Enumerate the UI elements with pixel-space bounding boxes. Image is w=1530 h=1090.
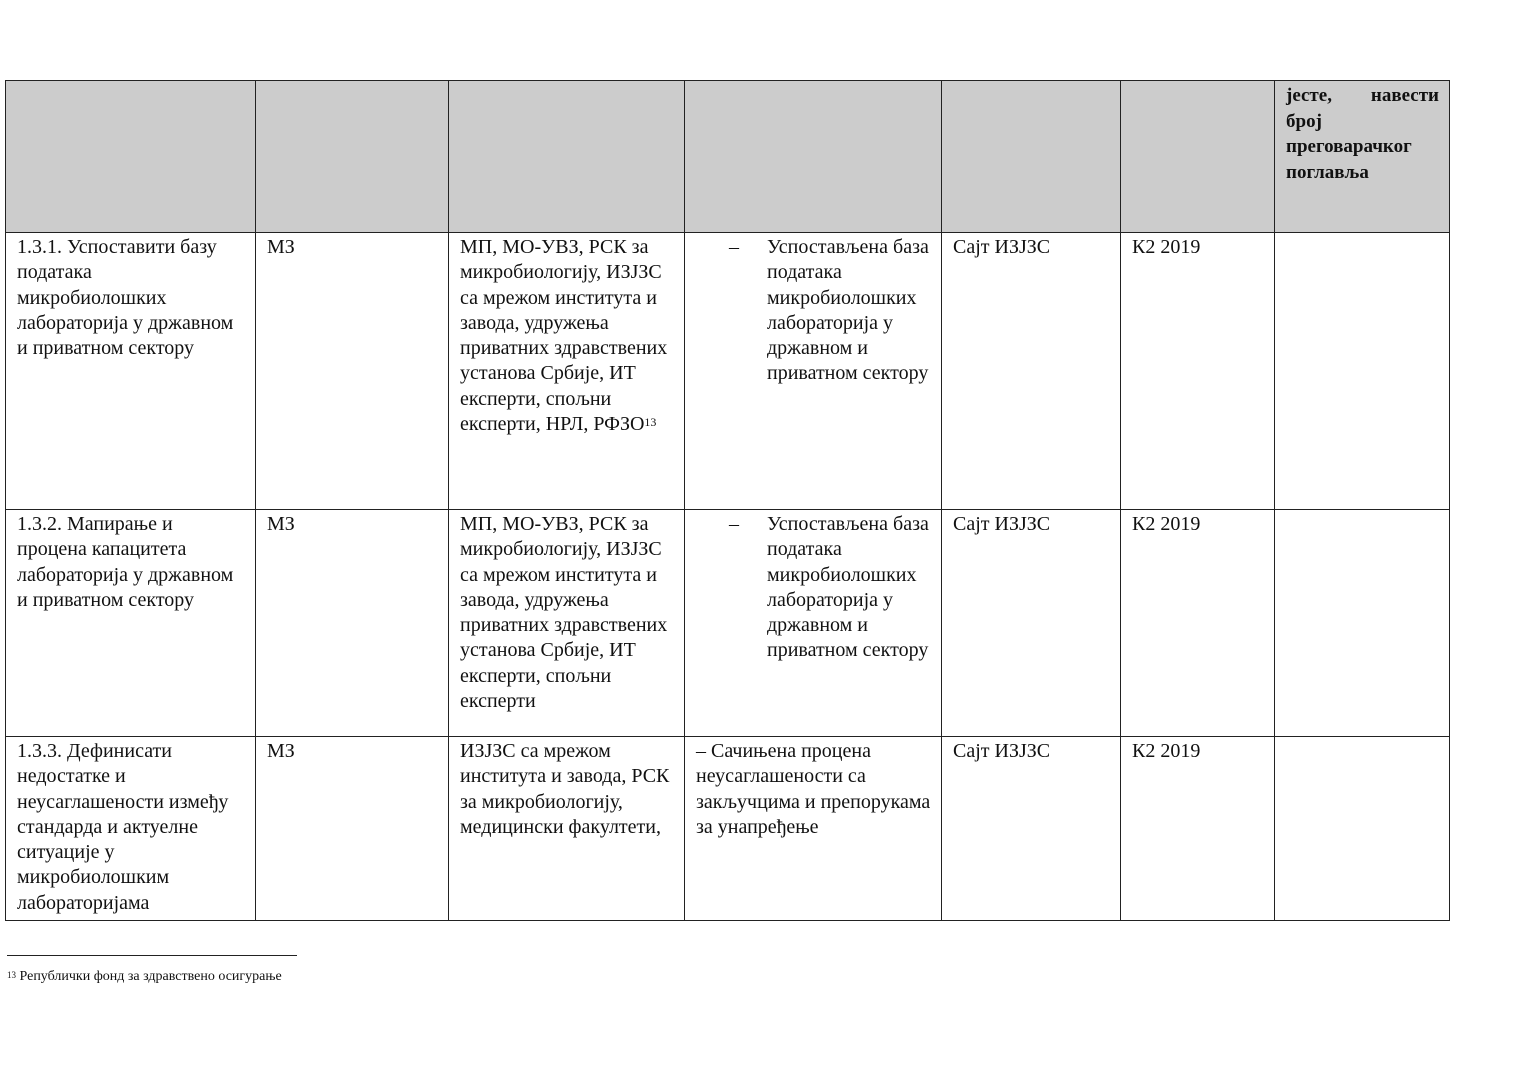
source-cell: Сајт ИЗЈЗС bbox=[942, 510, 1121, 737]
measure-cell: 1.3.2. Мапирање и процена капацитета лабораторија у државном и приватном сектору bbox=[6, 510, 256, 737]
deadline-cell: К2 2019 bbox=[1121, 737, 1275, 921]
header-cell-partners bbox=[449, 81, 685, 233]
measure-cell: 1.3.1. Успоставити базу података микробиолошких лабораторија у државном и приватном сектору bbox=[6, 233, 256, 510]
header-line-3: преговарачког bbox=[1286, 136, 1412, 157]
partners-text: МП, МО-УВЗ, РСК за микробиологију, ИЗЈЗС са мрежом института и завода, удружења приватних здравствених установа Србије, ИТ експерти, спољни експерти, НРЛ, РФЗО bbox=[460, 236, 668, 436]
header-cell-indicator bbox=[685, 81, 942, 233]
deadline-cell: К2 2019 bbox=[1121, 510, 1275, 737]
header-line-2: број bbox=[1286, 110, 1322, 132]
header-cell-responsible bbox=[256, 81, 449, 233]
indicator-cell: – Сачињена процена неусаглашености са закључцима и препорукама за унапређење bbox=[685, 737, 942, 921]
indicator-text: Успостављена база података микробиолошких лабораторија у државном и приватном сектору bbox=[767, 513, 929, 662]
header-cell-deadline bbox=[1121, 81, 1275, 233]
footnote-separator bbox=[7, 955, 297, 956]
footnote bbox=[7, 968, 282, 986]
indicator-text: Успостављена база података микробиолошких лабораторија у државном и приватном сектору bbox=[767, 236, 929, 385]
partners-cell bbox=[449, 233, 685, 510]
note-cell bbox=[1275, 737, 1450, 921]
source-cell: Сајт ИЗЈЗС bbox=[942, 233, 1121, 510]
table-header-row bbox=[6, 81, 1450, 233]
partners-cell: ИЗЈЗС са мрежом института и завода, РСК за микробиологију, медицински факултети, bbox=[449, 737, 685, 921]
list-dash: – bbox=[729, 236, 739, 258]
table-row bbox=[6, 737, 1450, 921]
source-cell: Сајт ИЗЈЗС bbox=[942, 737, 1121, 921]
indicator-cell bbox=[685, 233, 942, 510]
footnote-text: Републички фонд за здравствено осигурање bbox=[19, 969, 282, 984]
header-word: навести bbox=[1370, 85, 1439, 106]
header-line-1 bbox=[1286, 83, 1439, 109]
note-cell bbox=[1275, 233, 1450, 510]
action-plan-table bbox=[5, 80, 1450, 921]
measure-cell: 1.3.3. Дефинисати недостатке и неусаглашености између стандарда и актуелне ситуације у микробиолошким лабораторијама bbox=[6, 737, 256, 921]
responsible-cell: МЗ bbox=[256, 510, 449, 737]
responsible-cell: МЗ bbox=[256, 737, 449, 921]
header-word: јесте, bbox=[1286, 85, 1332, 106]
header-cell-measure bbox=[6, 81, 256, 233]
footnote-reference[interactable]: 13 bbox=[644, 415, 657, 430]
indicator-cell bbox=[685, 510, 942, 737]
header-cell-negotiation-chapter bbox=[1275, 81, 1450, 233]
table-row bbox=[6, 233, 1450, 510]
footnote-number: 13 bbox=[7, 970, 16, 980]
deadline-cell: К2 2019 bbox=[1121, 233, 1275, 510]
note-cell bbox=[1275, 510, 1450, 737]
list-dash: – bbox=[729, 513, 739, 535]
table-row bbox=[6, 510, 1450, 737]
header-cell-source bbox=[942, 81, 1121, 233]
partners-cell: МП, МО-УВЗ, РСК за микробиологију, ИЗЈЗС са мрежом института и завода, удружења приватних здравствених установа Србије, ИТ експерти, спољни експерти bbox=[449, 510, 685, 737]
responsible-cell: МЗ bbox=[256, 233, 449, 510]
header-line-4: поглавља bbox=[1286, 161, 1369, 183]
